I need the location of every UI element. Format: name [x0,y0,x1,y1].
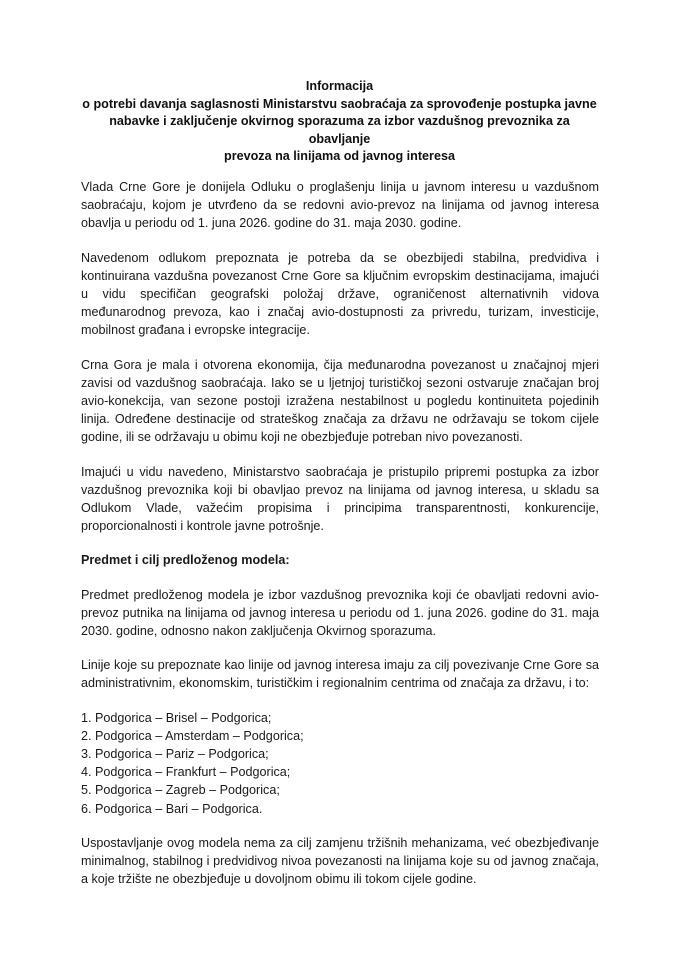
title-line-4: prevoza na linijama od javnog interesa [224,149,455,163]
paragraph-2: Navedenom odlukom prepoznata je potreba da se obezbijedi stabilna, predvidiva i kontinuirana vazdušna povezanost Crne Gore sa ključnim evropskim destinacijama, imajući u vidu specifičan geografski položaj države, ograničenost alternativnih vidova međunarodnog prevoza, kao i značaj avio-dostupnosti za privredu, turizam, investicije, mobilnost građana i evropske integracije. [81,250,599,338]
title-line-3: nabavke i zaključenje okvirnog sporazuma za izbor vazdušnog prevoznika za obavljanje [109,114,570,146]
paragraph-7: Uspostavljanje ovog modela nema za cilj zamjenu tržišnih mehanizama, već obezbjeđivanje minimalnog, stabilnog i predvidivog nivoa povezanosti na linijama koje su od javnog značaja, a koje tržište ne obezbjeđuje u dovoljnom obimu ili tokom cijele godine. [81,835,599,887]
paragraph-3: Crna Gora je mala i otvorena ekonomija, čija međunarodna povezanost u značajnoj mjeri zavisi od vazdušnog saobraćaja. Iako se u ljetnjoj turističkoj sezoni ostvaruje značajan broj avio-konekcija, van sezone postoji izražena nestabilnost u pogledu kontinuiteta pojedinih linija. Određene destinacije od strateškog značaja za državu ne održavaju se tokom cijele godine, ili se održavaju u obimu koji ne obezbjeđuje potreban nivo povezanosti. [81,357,599,445]
route-item: 1. Podgorica – Brisel – Podgorica; [81,710,272,725]
title-line-1: Informacija [305,79,374,93]
route-item: 5. Podgorica – Zagreb – Podgorica; [81,783,280,798]
routes-list [81,709,599,818]
section-heading: Predmet i cilj predloženog modela: [81,553,290,568]
document-body [81,178,599,905]
paragraph-4: Imajući u vidu navedeno, Ministarstvo saobraćaja je pristupilo pripremi postupka za izbor vazdušnog prevoznika koji bi obavljao prevoz na linijama od javnog interesa, u skladu sa Odlukom Vlade, važećim propisima i principima transparentnosti, konkurencije, proporcionalnosti i kontrole javne potrošnje. [81,464,599,534]
paragraph-5: Predmet predloženog modela je izbor vazdušnog prevoznika koji će obavljati redovni avio-prevoz putnika na linijama od javnog interesa u periodu od 1. juna 2026. godine do 31. maja 2030. godine, odnosno nakon zaključenja Okvirnog sporazuma. [81,587,599,639]
route-item: 3. Podgorica – Pariz – Podgorica; [81,747,269,762]
paragraph-6: Linije koje su prepoznate kao linije od javnog interesa imaju za cilj povezivanje Crne Gore sa administrativnim, ekonomskim, turističkim i regionalnim centrima od značaja za državu, i to: [81,658,599,691]
title-line-2: o potrebi davanja saglasnosti Ministarstvu saobraćaja za sprovođenje postupka javne [82,96,597,111]
route-item: 2. Podgorica – Amsterdam – Podgorica; [81,728,304,743]
route-item: 4. Podgorica – Frankfurt – Podgorica; [81,765,291,780]
route-item: 6. Podgorica – Bari – Podgorica. [81,801,263,816]
paragraph-1: Vlada Crne Gore je donijela Odluku o proglašenju linija u javnom interesu u vazdušnom saobraćaju, kojom je utvrđeno da se redovni avio-prevoz na linijama od javnog interesa obavlja u periodu od 1. juna 2026. godine do 31. maja 2030. godine. [81,180,599,231]
document-title [80,78,599,166]
